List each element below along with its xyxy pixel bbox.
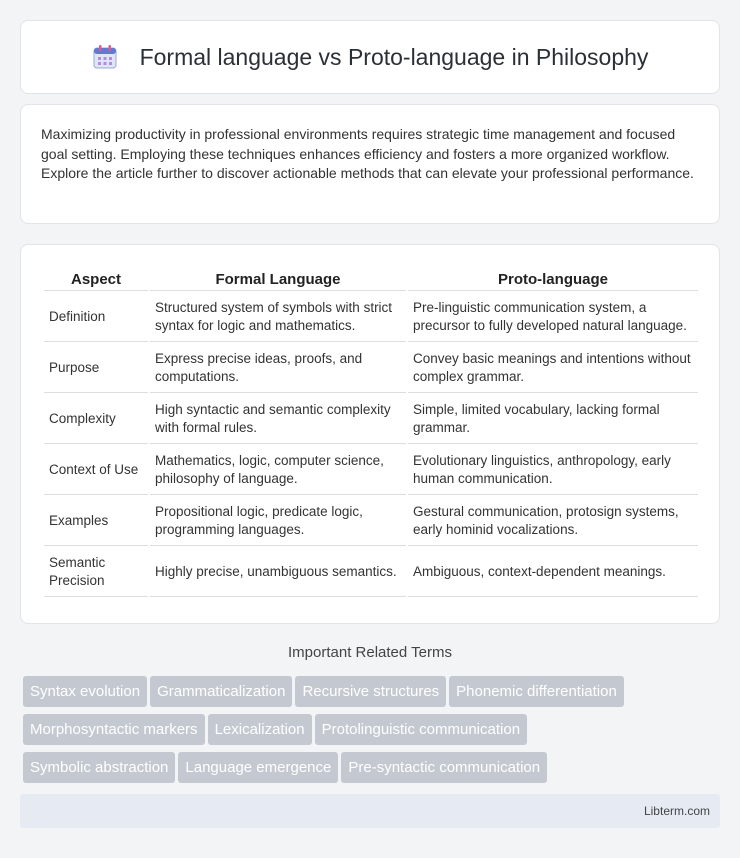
- comparison-table-card: [20, 244, 720, 624]
- related-term-tag[interactable]: Grammaticalization: [150, 676, 292, 707]
- intro-text: Maximizing productivity in professional environments requires strategic time management and focused goal setting. Employing these techniques enhances efficiency and fosters a more organized workflow. Explore the article further to discover actionable methods that can elevate your professional performance.: [41, 126, 694, 181]
- related-term-tag[interactable]: Recursive structures: [295, 676, 446, 707]
- proto-cell: Simple, limited vocabulary, lacking formal grammar.: [408, 395, 698, 444]
- formal-cell: Propositional logic, predicate logic, programming languages.: [150, 497, 406, 546]
- intro-card: [20, 104, 720, 224]
- column-header: Proto-language: [408, 267, 698, 291]
- aspect-cell: Semantic Precision: [44, 548, 148, 597]
- aspect-cell: Complexity: [44, 395, 148, 444]
- related-term-tag[interactable]: Lexicalization: [208, 714, 312, 745]
- related-term-tag[interactable]: Protolinguistic communication: [315, 714, 527, 745]
- proto-cell: Ambiguous, context-dependent meanings.: [408, 548, 698, 597]
- table-row: [44, 446, 698, 495]
- related-term-tag[interactable]: Language emergence: [178, 752, 338, 783]
- aspect-cell: Definition: [44, 293, 148, 342]
- formal-cell: Express precise ideas, proofs, and computations.: [150, 344, 406, 393]
- column-header: Aspect: [44, 267, 148, 291]
- calendar-icon: [92, 44, 118, 70]
- header-card: [20, 20, 720, 94]
- related-term-tag[interactable]: Syntax evolution: [23, 676, 147, 707]
- related-term-tag[interactable]: Morphosyntactic markers: [23, 714, 205, 745]
- aspect-cell: Context of Use: [44, 446, 148, 495]
- related-term-tag[interactable]: Symbolic abstraction: [23, 752, 175, 783]
- column-header: Formal Language: [150, 267, 406, 291]
- formal-cell: Mathematics, logic, computer science, philosophy of language.: [150, 446, 406, 495]
- related-term-tag[interactable]: Phonemic differentiation: [449, 676, 624, 707]
- proto-cell: Evolutionary linguistics, anthropology, early human communication.: [408, 446, 698, 495]
- aspect-cell: Examples: [44, 497, 148, 546]
- proto-cell: Convey basic meanings and intentions without complex grammar.: [408, 344, 698, 393]
- table-row: [44, 548, 698, 597]
- related-term-tag[interactable]: Pre-syntactic communication: [341, 752, 547, 783]
- footer-brand-link[interactable]: Libterm.com: [643, 804, 710, 818]
- table-row: [44, 497, 698, 546]
- related-terms-title: Important Related Terms: [288, 644, 452, 661]
- aspect-cell: Purpose: [44, 344, 148, 393]
- table-header-row: [44, 267, 698, 291]
- formal-cell: High syntactic and semantic complexity with formal rules.: [150, 395, 406, 444]
- footer: [20, 794, 720, 828]
- table-row: [44, 344, 698, 393]
- table-row: [44, 293, 698, 342]
- formal-cell: Highly precise, unambiguous semantics.: [150, 548, 406, 597]
- table-row: [44, 395, 698, 444]
- proto-cell: Gestural communication, protosign systems, early hominid vocalizations.: [408, 497, 698, 546]
- page-title: Formal language vs Proto-language in Philosophy: [139, 43, 649, 70]
- formal-cell: Structured system of symbols with strict syntax for logic and mathematics.: [150, 293, 406, 342]
- comparison-table: [42, 265, 700, 599]
- related-terms-list: [23, 676, 723, 790]
- proto-cell: Pre-linguistic communication system, a precursor to fully developed natural language.: [408, 293, 698, 342]
